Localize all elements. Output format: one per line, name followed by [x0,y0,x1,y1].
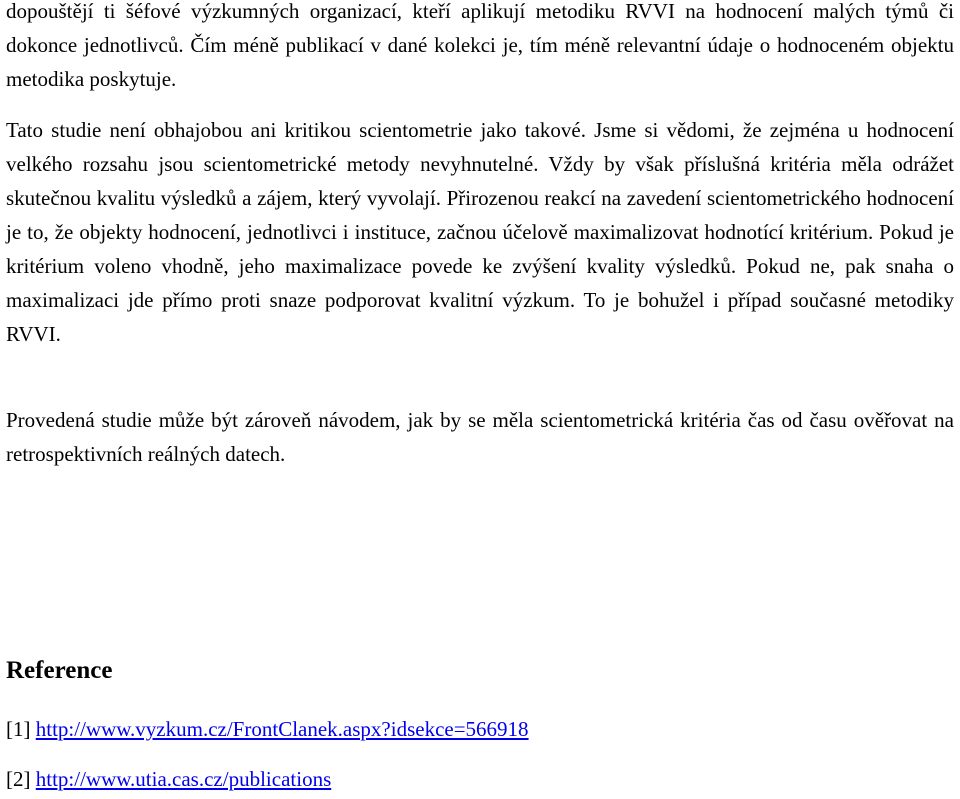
paragraph-study: Tato studie není obhajobou ani kritikou scientometrie jako takové. Jsme si vědomi, že zejména u hodnocení velkého rozsahu jsou scientometrické metody nevyhnutelné. Vždy by však příslušná kritéria měla odrážet skutečnou kvalitu výsledků a zájem, který vyvolají. Přirozenou reakcí na zavedení scientometrického hodnocení je to, že objekty hodnocení, jednotlivci i instituce, začnou účelově maximalizovat hodnotící kritérium. Pokud je kritérium voleno vhodně, jeho maximalizace povede ke zvýšení kvality výsledků. Pokud ne, pak snaha o maximalizaci jde přímo proti snaze podporovat kvalitní výzkum. To je bohužel i případ současné metodiky RVVI. [6,118,954,346]
reference-item [6,764,331,794]
reference-link[interactable]: http://www.vyzkum.cz/FrontClanek.aspx?idsekce=566918 [35,717,529,741]
reference-item [6,714,529,744]
paragraph-guide: Provedená studie může být zároveň návodem, jak by se měla scientometrická kritéria čas od času ověřovat na retrospektivních reálných datech. [6,408,954,466]
references-heading: Reference [6,657,113,684]
reference-marker: [1] [6,717,31,741]
paragraph-intro: dopouštějí ti šéfové výzkumných organizací, kteří aplikují metodiku RVVI na hodnocení malých týmů či dokonce jednotlivců. Čím méně publikací v dané kolekci je, tím méně relevantní údaje o hodnoceném objektu metodika poskytuje. [6,0,954,91]
reference-link[interactable]: http://www.utia.cas.cz/publications [35,767,332,791]
reference-marker: [2] [6,767,31,791]
